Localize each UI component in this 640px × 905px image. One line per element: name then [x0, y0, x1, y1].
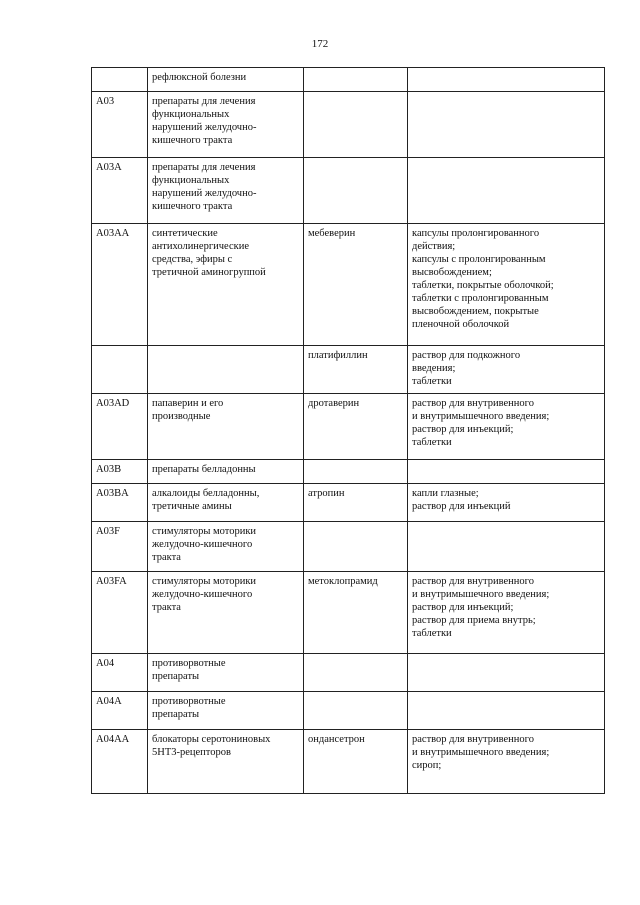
drug-name-cell-text: платифиллин: [308, 350, 368, 361]
table-body: [92, 68, 605, 794]
drug-name-cell: [304, 654, 408, 692]
table-row: [92, 92, 605, 158]
drug-name-cell: [304, 68, 408, 92]
group-name-cell: [148, 460, 304, 484]
atc-code-cell: [92, 158, 148, 224]
table-row: [92, 730, 605, 794]
dosage-form-cell: [408, 484, 605, 522]
group-name-cell: [148, 692, 304, 730]
atc-code-cell: [92, 692, 148, 730]
table-row: [92, 484, 605, 522]
drug-name-cell: [304, 572, 408, 654]
drug-name-cell: [304, 224, 408, 346]
drug-name-cell-text: ондансетрон: [308, 734, 365, 745]
table-row: [92, 654, 605, 692]
table-row: [92, 572, 605, 654]
dosage-form-cell: [408, 346, 605, 394]
dosage-form-cell: [408, 224, 605, 346]
group-name-cell-text: стимуляторы моторики желудочно-кишечного тракта: [152, 526, 257, 563]
table-row: [92, 346, 605, 394]
group-name-cell-text: рефлюксной болезни: [152, 72, 247, 83]
atc-code-cell-text: A03B: [96, 464, 122, 475]
table-row: [92, 460, 605, 484]
atc-code-cell-text: A04: [96, 658, 115, 669]
atc-code-cell: [92, 730, 148, 794]
dosage-form-cell: [408, 572, 605, 654]
table-row: [92, 394, 605, 460]
dosage-form-cell: [408, 730, 605, 794]
atc-code-cell: [92, 460, 148, 484]
group-name-cell: [148, 346, 304, 394]
dosage-form-cell-text: раствор для внутривенного и внутримышечного введения; сироп;: [412, 734, 550, 771]
group-name-cell: [148, 394, 304, 460]
atc-code-cell-text: A04A: [96, 696, 122, 707]
table-row: [92, 224, 605, 346]
dosage-form-cell: [408, 460, 605, 484]
group-name-cell-text: синтетические антихолинергические средства, эфиры с третичной аминогруппой: [152, 228, 266, 278]
drug-name-cell: [304, 394, 408, 460]
atc-code-cell-text: A03FA: [96, 576, 127, 587]
drug-name-cell: [304, 460, 408, 484]
dosage-form-cell-text: раствор для подкожного введения; таблетки: [412, 350, 521, 387]
atc-code-cell: [92, 346, 148, 394]
page-number: 172: [311, 38, 329, 50]
atc-code-cell-text: A03A: [96, 162, 122, 173]
dosage-form-cell: [408, 692, 605, 730]
dosage-form-cell: [408, 158, 605, 224]
group-name-cell-text: алкалоиды белладонны, третичные амины: [152, 488, 260, 512]
dosage-form-cell-text: раствор для внутривенного и внутримышечного введения; раствор для инъекций; раствор для приема внутрь; таблетки: [412, 576, 550, 639]
atc-code-cell-text: A03F: [96, 526, 120, 537]
group-name-cell-text: противорвотные препараты: [152, 696, 226, 720]
drug-name-cell-text: атропин: [308, 488, 345, 499]
group-name-cell: [148, 484, 304, 522]
dosage-form-cell-text: раствор для внутривенного и внутримышечного введения; раствор для инъекций; таблетки: [412, 398, 550, 448]
atc-code-cell: [92, 224, 148, 346]
drug-name-cell-text: мебеверин: [308, 228, 356, 239]
atc-code-cell-text: A03AA: [96, 228, 130, 239]
atc-code-cell: [92, 654, 148, 692]
atc-code-cell-text: A04AA: [96, 734, 130, 745]
dosage-form-cell: [408, 394, 605, 460]
group-name-cell-text: препараты для лечения функциональных нарушений желудочно- кишечного тракта: [152, 162, 257, 212]
atc-code-cell: [92, 484, 148, 522]
group-name-cell: [148, 158, 304, 224]
atc-code-cell: [92, 68, 148, 92]
table-row: [92, 158, 605, 224]
group-name-cell-text: стимуляторы моторики желудочно-кишечного тракта: [152, 576, 257, 613]
atc-code-cell: [92, 92, 148, 158]
dosage-form-cell-text: капсулы пролонгированного действия; капсулы с пролонгированным высвобождением; таблетки, покрытые оболочкой; таблетки с пролонгированным высвобождением, покрытые пленочной оболочкой: [412, 228, 554, 330]
atc-code-cell-text: A03BA: [96, 488, 129, 499]
dosage-form-cell: [408, 92, 605, 158]
atc-code-cell-text: A03: [96, 96, 115, 107]
group-name-cell: [148, 224, 304, 346]
group-name-cell-text: препараты для лечения функциональных нарушений желудочно- кишечного тракта: [152, 96, 257, 146]
drug-classification-table: [91, 67, 605, 794]
group-name-cell: [148, 654, 304, 692]
drug-name-cell: [304, 92, 408, 158]
drug-name-cell: [304, 346, 408, 394]
atc-code-cell: [92, 572, 148, 654]
group-name-cell-text: препараты белладонны: [152, 464, 256, 475]
table-row: [92, 522, 605, 572]
group-name-cell-text: противорвотные препараты: [152, 658, 226, 682]
group-name-cell: [148, 572, 304, 654]
dosage-form-cell: [408, 654, 605, 692]
group-name-cell: [148, 92, 304, 158]
drug-name-cell-text: дротаверин: [308, 398, 360, 409]
group-name-cell-text: папаверин и его производные: [152, 398, 224, 422]
dosage-form-cell: [408, 522, 605, 572]
drug-name-cell: [304, 484, 408, 522]
atc-code-cell: [92, 394, 148, 460]
group-name-cell-text: блокаторы серотониновых 5HT3-рецепторов: [152, 734, 271, 758]
table-row: [92, 692, 605, 730]
atc-code-cell-text: A03AD: [96, 398, 130, 409]
group-name-cell: [148, 730, 304, 794]
drug-name-cell: [304, 522, 408, 572]
dosage-form-cell: [408, 68, 605, 92]
drug-name-cell: [304, 692, 408, 730]
drug-name-cell: [304, 730, 408, 794]
atc-code-cell: [92, 522, 148, 572]
table-row: [92, 68, 605, 92]
group-name-cell: [148, 522, 304, 572]
drug-name-cell: [304, 158, 408, 224]
group-name-cell: [148, 68, 304, 92]
drug-name-cell-text: метоклопрамид: [308, 576, 378, 587]
dosage-form-cell-text: капли глазные; раствор для инъекций: [412, 488, 511, 512]
